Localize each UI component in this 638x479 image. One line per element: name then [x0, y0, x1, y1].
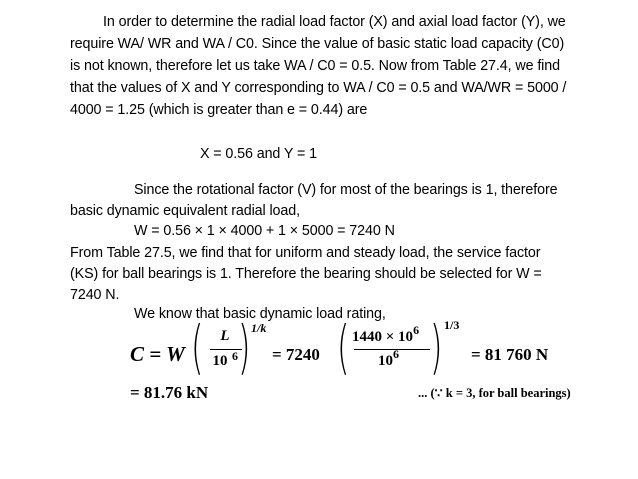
fraction-bar-2: [354, 349, 430, 350]
ball-bearing-note: ... (∵ k = 3, for ball bearings): [418, 386, 571, 400]
para2-line5: (KS) for ball bearings is 1. Therefore the bearing should be selected for W =: [70, 266, 542, 282]
load-equation: W = 0.56 × 1 × 4000 + 1 × 5000 = 7240 N: [134, 223, 395, 239]
para1-line4: that the values of X and Y corresponding to WA / C0 = 0.5 and WA/WR = 5000 /: [70, 80, 567, 96]
xy-result: X = 0.56 and Y = 1: [200, 146, 317, 162]
fraction-denominator-2: $10^6$: [378, 347, 399, 369]
para2-line1: Since the rotational factor (V) for most of the bearings is 1, therefore: [134, 182, 558, 198]
fraction-L: L: [220, 328, 230, 344]
exp-6-a: 6: [232, 349, 238, 363]
result-newtons: = 81 760 N: [471, 345, 549, 364]
fraction-numerator-2: $1440 \times 10^6$: [352, 323, 420, 345]
exp-1-over-3: 1/3: [444, 318, 460, 332]
para1-line2: require WA/ WR and WA / C0. Since the value of basic static load capacity (C0): [70, 36, 565, 52]
para1-line1: In order to determine the radial load factor (X) and axial load factor (Y), we: [103, 14, 566, 30]
para1-line5: 4000 = 1.25 (which is greater than e = 0.44) are: [70, 102, 368, 118]
para2-line4: From Table 27.5, we find that for uniform and steady load, the service factor: [70, 245, 541, 261]
left-paren-1: (: [191, 313, 204, 381]
fraction-denominator-1: 10: [212, 353, 228, 369]
right-paren-1: ): [238, 313, 251, 381]
para2-line6: 7240 N.: [70, 287, 120, 303]
para2-line7: We know that basic dynamic load rating,: [134, 306, 386, 322]
para2-line2: basic dynamic equivalent radial load,: [70, 203, 300, 219]
right-paren-2: ): [430, 313, 443, 381]
para1-line3: is not known, therefore let us take WA / C0 = 0.5. Now from Table 27.4, we find: [70, 58, 560, 74]
exp-1-over-k: 1/k: [251, 321, 267, 335]
left-paren-2: (: [337, 313, 350, 381]
result-kilonewtons: = 81.76 kN: [130, 383, 209, 402]
formula-lhs: C = W: [130, 342, 185, 366]
value-7240: = 7240: [272, 345, 320, 364]
